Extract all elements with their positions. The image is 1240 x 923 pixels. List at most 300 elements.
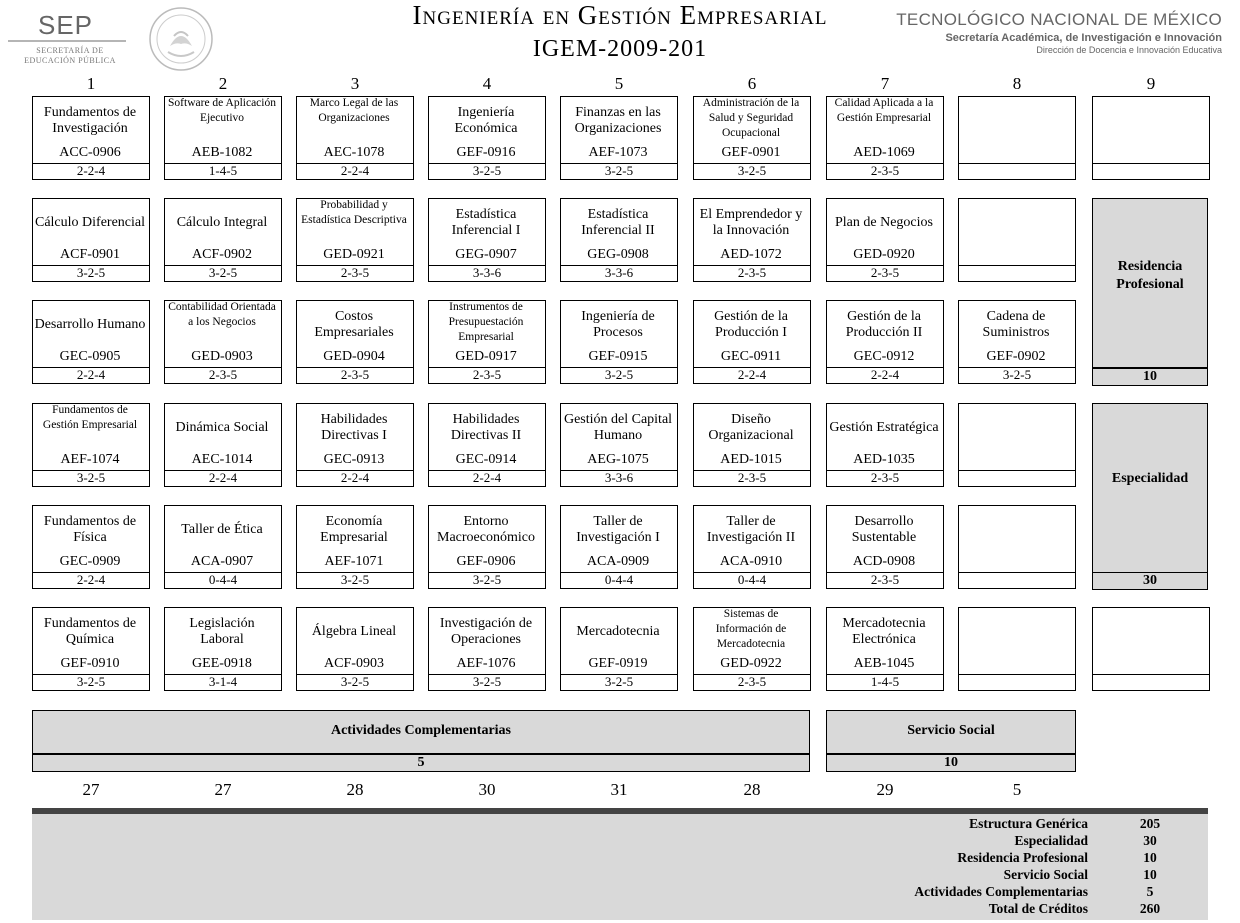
course-name: Ingeniería Económica <box>454 105 518 136</box>
credits-left-border <box>560 163 561 179</box>
course-credits: 2-2-4 <box>826 367 944 384</box>
especialidad-box <box>1092 403 1208 573</box>
summary-label: Actividades Complementarias <box>914 884 1088 899</box>
credits-left-border <box>32 470 33 486</box>
course-credits: 2-2-4 <box>32 367 150 384</box>
semester-total-3: 28 <box>346 780 364 799</box>
credits-right-border <box>810 572 811 588</box>
semester-number-3: 3 <box>350 74 360 93</box>
credits-right-border <box>413 470 414 486</box>
course-cell <box>164 505 282 589</box>
course-code: ACF-0902 <box>192 247 252 262</box>
course-code: AEC-1078 <box>323 145 385 160</box>
course-name: Cálculo Diferencial <box>34 215 145 230</box>
course-cell <box>164 198 282 282</box>
course-name: Ingeniería de Procesos <box>581 309 655 340</box>
credits-right-border <box>943 674 944 690</box>
credits-left-border <box>560 674 561 690</box>
course-name <box>960 505 1072 555</box>
course-credits <box>958 470 1076 487</box>
course-name: Gestión de la Producción I <box>714 309 788 340</box>
course-code: ACC-0906 <box>59 145 121 160</box>
course-credits: 2-3-5 <box>693 265 811 282</box>
course-credits: 3-2-5 <box>560 367 678 384</box>
credits-right-border <box>943 470 944 486</box>
course-cell <box>164 300 282 384</box>
summary-value: 10 <box>1143 867 1157 882</box>
course-name: Cálculo Integral <box>176 215 268 230</box>
course-cell <box>693 300 811 384</box>
course-name <box>1094 607 1206 657</box>
course-cell <box>428 96 546 180</box>
course-credits: 3-2-5 <box>560 163 678 180</box>
summary-row <box>850 900 1170 917</box>
course-credits: 2-3-5 <box>826 470 944 487</box>
course-name: Finanzas en las Organizaciones <box>574 105 662 136</box>
course-name: Administración de la Salud y Seguridad Ocupacional <box>702 97 800 139</box>
credits-left-border <box>693 163 694 179</box>
empty-course-cell <box>958 96 1076 180</box>
empty-course-cell <box>958 607 1076 691</box>
course-name: Mercadotecnia Electrónica <box>842 616 926 647</box>
credits-right-border <box>677 674 678 690</box>
course-code: AEF-1074 <box>60 452 120 467</box>
course-credits: 3-3-6 <box>560 265 678 282</box>
credits-right-border <box>677 163 678 179</box>
credits-left-border <box>826 674 827 690</box>
course-credits: 2-3-5 <box>164 367 282 384</box>
page-title: Ingeniería en Gestión Empresarial <box>412 0 828 30</box>
course-code: AEC-1014 <box>191 452 253 467</box>
credits-right-border <box>149 163 150 179</box>
course-name: Software de Aplicación Ejecutivo <box>168 97 276 124</box>
course-cell <box>560 505 678 589</box>
course-name: Fundamentos de Física <box>43 514 137 545</box>
course-name: Instrumentos de Presupuestación Empresarial <box>448 301 524 343</box>
course-code: AEF-1073 <box>588 145 648 160</box>
course-code: GEF-0901 <box>721 145 781 160</box>
course-cell <box>428 198 546 282</box>
sep-logo-divider <box>8 40 126 42</box>
credits-right-border <box>677 367 678 383</box>
credits-left-border <box>428 572 429 588</box>
course-code: AEF-1076 <box>456 656 516 671</box>
especialidad-credits: 30 <box>1092 572 1208 590</box>
course-code: GEG-0907 <box>455 247 517 262</box>
semester-number-7: 7 <box>880 74 890 93</box>
credits-left-border <box>826 470 827 486</box>
credits-left-border <box>428 163 429 179</box>
course-code: GEC-0905 <box>59 349 121 364</box>
course-credits: 2-3-5 <box>693 674 811 691</box>
course-cell <box>560 198 678 282</box>
credits-left-border <box>958 572 959 588</box>
credits-left-border <box>693 572 694 588</box>
course-name: Legislación Laboral <box>189 616 255 647</box>
course-name: Plan de Negocios <box>835 215 933 230</box>
credits-left-border <box>826 265 827 281</box>
credits-left-border <box>428 367 429 383</box>
course-name: Taller de Investigación I <box>576 514 660 545</box>
course-credits: 2-3-5 <box>826 572 944 589</box>
residencia-label: Residencia Profesional <box>1116 259 1184 292</box>
credits-left-border <box>164 674 165 690</box>
course-cell <box>164 403 282 487</box>
course-credits: 3-2-5 <box>958 367 1076 384</box>
course-code: GEF-0915 <box>588 349 648 364</box>
institution-block <box>896 10 1222 55</box>
credits-left-border <box>428 265 429 281</box>
course-name: Cadena de Suministros <box>982 309 1050 340</box>
course-cell <box>32 607 150 691</box>
course-cell <box>428 505 546 589</box>
course-credits: 2-2-4 <box>32 163 150 180</box>
summary-value: 10 <box>1143 850 1157 865</box>
credits-right-border <box>413 367 414 383</box>
servicio-credits: 10 <box>826 754 1076 772</box>
course-code: GEC-0912 <box>853 349 915 364</box>
course-code: GED-0903 <box>191 349 253 364</box>
credits-left-border <box>164 470 165 486</box>
course-credits: 0-4-4 <box>164 572 282 589</box>
credits-left-border <box>164 572 165 588</box>
course-credits <box>958 265 1076 282</box>
credits-left-border <box>958 674 959 690</box>
course-code: AED-1015 <box>720 452 782 467</box>
course-credits: 3-2-5 <box>32 265 150 282</box>
course-credits <box>958 163 1076 180</box>
credits-left-border <box>32 572 33 588</box>
course-cell <box>296 607 414 691</box>
course-cell <box>32 300 150 384</box>
credits-left-border <box>428 470 429 486</box>
credits-right-border <box>810 470 811 486</box>
credits-right-border <box>545 674 546 690</box>
course-code: GED-0920 <box>853 247 915 262</box>
course-credits: 2-2-4 <box>428 470 546 487</box>
summary-row <box>850 883 1170 900</box>
course-cell <box>826 505 944 589</box>
course-cell <box>693 198 811 282</box>
credits-left-border <box>32 163 33 179</box>
credits-right-border <box>810 265 811 281</box>
credits-left-border <box>296 163 297 179</box>
institution-name: TECNOLÓGICO NACIONAL DE MÉXICO <box>896 10 1222 29</box>
course-name: Sistemas de Información de Mercadotecnia <box>715 608 787 650</box>
credits-left-border <box>428 674 429 690</box>
credits-left-border <box>296 367 297 383</box>
course-cell <box>428 300 546 384</box>
course-code: GEF-0916 <box>456 145 516 160</box>
credits-left-border <box>560 265 561 281</box>
credits-left-border <box>164 163 165 179</box>
credits-right-border <box>943 572 944 588</box>
course-credits: 2-3-5 <box>428 367 546 384</box>
credits-left-border <box>693 674 694 690</box>
course-code: GED-0922 <box>720 656 782 671</box>
credits-right-border <box>943 367 944 383</box>
course-code: ACF-0901 <box>60 247 120 262</box>
course-credits: 3-2-5 <box>560 674 678 691</box>
course-name: Taller de Ética <box>181 522 263 537</box>
course-code: GED-0904 <box>323 349 385 364</box>
course-name: Estadística Inferencial I <box>451 207 521 238</box>
sep-logo <box>8 8 128 68</box>
course-code: AED-1072 <box>720 247 782 262</box>
course-credits <box>1092 163 1210 180</box>
course-name: Álgebra Lineal <box>311 624 397 639</box>
credits-right-border <box>677 470 678 486</box>
course-code: AEG-1075 <box>587 452 649 467</box>
course-code: AEF-1071 <box>324 554 384 569</box>
course-cell <box>296 300 414 384</box>
course-name: Fundamentos de Química <box>43 616 137 647</box>
course-cell <box>693 505 811 589</box>
course-cell <box>693 607 811 691</box>
summary-label: Total de Créditos <box>988 901 1088 916</box>
course-credits: 0-4-4 <box>560 572 678 589</box>
course-name: Marco Legal de las Organizaciones <box>309 97 399 124</box>
course-cell <box>826 96 944 180</box>
summary-label: Estructura Genérica <box>969 816 1088 831</box>
course-name: El Emprendedor y la Innovación <box>699 207 803 238</box>
credits-left-border <box>32 367 33 383</box>
course-name <box>960 403 1072 453</box>
course-cell <box>560 96 678 180</box>
course-code: AED-1035 <box>853 452 915 467</box>
sep-logo-subtitle: SECRETARÍA DE EDUCACIÓN PÚBLICA <box>24 46 116 65</box>
course-credits: 3-2-5 <box>428 572 546 589</box>
semester-total-6: 28 <box>743 780 761 799</box>
course-name: Investigación de Operaciones <box>439 616 533 647</box>
credits-left-border <box>958 163 959 179</box>
credits-left-border <box>296 572 297 588</box>
course-code: GEC-0913 <box>323 452 385 467</box>
course-credits <box>958 572 1076 589</box>
credits-left-border <box>296 674 297 690</box>
course-credits: 2-2-4 <box>164 470 282 487</box>
course-credits: 2-3-5 <box>826 163 944 180</box>
course-name: Habilidades Directivas II <box>450 412 522 443</box>
course-name <box>1094 96 1206 146</box>
course-code: GED-0921 <box>323 247 385 262</box>
empty-course-cell <box>1092 96 1210 180</box>
credits-right-border <box>281 674 282 690</box>
summary-row <box>850 866 1170 883</box>
course-cell <box>693 96 811 180</box>
course-code: GEF-0910 <box>60 656 120 671</box>
semester-number-5: 5 <box>614 74 624 93</box>
credits-left-border <box>32 265 33 281</box>
course-cell <box>296 403 414 487</box>
credits-right-border <box>677 265 678 281</box>
credits-left-border <box>693 470 694 486</box>
course-cell <box>32 403 150 487</box>
semester-number-2: 2 <box>218 74 228 93</box>
actividades-label: Actividades Complementarias <box>330 723 512 738</box>
course-credits: 3-2-5 <box>428 163 546 180</box>
course-credits: 1-4-5 <box>826 674 944 691</box>
semester-total-2: 27 <box>214 780 232 799</box>
course-name: Gestión de la Producción II <box>845 309 923 340</box>
credits-right-border <box>281 470 282 486</box>
course-name: Desarrollo Humano <box>34 317 146 332</box>
credits-right-border <box>149 572 150 588</box>
semester-number-8: 8 <box>1012 74 1022 93</box>
credits-right-border <box>1209 674 1210 690</box>
credits-right-border <box>1075 470 1076 486</box>
course-credits: 3-2-5 <box>32 470 150 487</box>
course-code: AEB-1045 <box>853 656 915 671</box>
course-code: ACF-0903 <box>324 656 384 671</box>
credits-right-border <box>413 163 414 179</box>
course-name: Mercadotecnia <box>576 624 660 639</box>
course-cell <box>560 403 678 487</box>
empty-course-cell <box>958 403 1076 487</box>
course-cell <box>32 96 150 180</box>
credits-left-border <box>32 674 33 690</box>
credits-left-border <box>296 470 297 486</box>
course-cell <box>296 505 414 589</box>
mexico-seal-icon <box>148 6 214 72</box>
course-code: GEF-0902 <box>986 349 1046 364</box>
course-code: GEC-0914 <box>455 452 517 467</box>
course-name <box>960 96 1072 146</box>
course-credits: 1-4-5 <box>164 163 282 180</box>
semester-number-6: 6 <box>747 74 757 93</box>
credits-right-border <box>281 367 282 383</box>
credits-left-border <box>958 367 959 383</box>
credits-right-border <box>1075 572 1076 588</box>
especialidad-label: Especialidad <box>1111 471 1189 486</box>
credits-right-border <box>1075 674 1076 690</box>
semester-total-4: 30 <box>478 780 496 799</box>
course-cell <box>826 403 944 487</box>
credits-right-border <box>149 367 150 383</box>
course-cell <box>32 198 150 282</box>
credits-right-border <box>413 572 414 588</box>
course-code: ACA-0909 <box>586 554 650 569</box>
course-name <box>960 198 1072 248</box>
credits-left-border <box>560 470 561 486</box>
semester-total-5: 31 <box>610 780 628 799</box>
course-code: ACA-0907 <box>190 554 254 569</box>
course-name: Fundamentos de Gestión Empresarial <box>42 404 138 431</box>
credits-left-border <box>1092 163 1093 179</box>
course-cell <box>164 607 282 691</box>
course-cell <box>296 198 414 282</box>
course-code: GEE-0918 <box>192 656 252 671</box>
course-name: Dinámica Social <box>175 420 269 435</box>
residencia-credits: 10 <box>1092 368 1208 386</box>
credits-right-border <box>149 265 150 281</box>
course-code: GEF-0906 <box>456 554 516 569</box>
semester-total-8: 5 <box>1012 780 1022 799</box>
credits-right-border <box>281 163 282 179</box>
semester-number-4: 4 <box>482 74 492 93</box>
course-cell <box>32 505 150 589</box>
course-cell <box>826 607 944 691</box>
course-name: Diseño Organizacional <box>708 412 794 443</box>
credits-right-border <box>149 674 150 690</box>
course-credits: 2-2-4 <box>32 572 150 589</box>
summary-label: Especialidad <box>1014 833 1088 848</box>
credits-right-border <box>545 265 546 281</box>
semester-number-9: 9 <box>1146 74 1156 93</box>
credits-left-border <box>1092 674 1093 690</box>
course-cell <box>693 403 811 487</box>
credits-right-border <box>677 572 678 588</box>
course-credits: 2-2-4 <box>296 470 414 487</box>
credits-right-border <box>149 470 150 486</box>
course-code: AED-1069 <box>853 145 915 160</box>
course-cell <box>428 607 546 691</box>
direccion-name: Dirección de Docencia e Innovación Educativa <box>1036 45 1222 55</box>
course-credits <box>1092 674 1210 691</box>
course-name <box>960 607 1072 657</box>
course-credits: 3-2-5 <box>296 674 414 691</box>
credits-right-border <box>545 163 546 179</box>
course-credits: 2-3-5 <box>296 265 414 282</box>
course-credits: 2-3-5 <box>296 367 414 384</box>
credits-right-border <box>1209 163 1210 179</box>
summary-row <box>850 832 1170 849</box>
course-name: Contabilidad Orientada a los Negocios <box>168 301 276 328</box>
credits-right-border <box>810 163 811 179</box>
credits-right-border <box>281 265 282 281</box>
course-credits: 0-4-4 <box>693 572 811 589</box>
summary-row <box>850 815 1170 832</box>
credits-right-border <box>1075 163 1076 179</box>
credits-left-border <box>826 163 827 179</box>
course-name: Gestión del Capital Humano <box>563 412 673 443</box>
credits-left-border <box>693 265 694 281</box>
credits-right-border <box>413 265 414 281</box>
course-credits: 2-3-5 <box>693 470 811 487</box>
course-credits: 3-2-5 <box>296 572 414 589</box>
course-name: Gestión Estratégica <box>829 420 939 435</box>
course-credits: 2-2-4 <box>693 367 811 384</box>
credits-right-border <box>413 674 414 690</box>
course-name: Estadística Inferencial II <box>581 207 655 238</box>
summary-value: 30 <box>1143 833 1157 848</box>
course-code: GEC-0909 <box>59 554 121 569</box>
course-name: Calidad Aplicada a la Gestión Empresarial <box>834 97 934 124</box>
servicio-label: Servicio Social <box>907 723 995 738</box>
credits-right-border <box>943 163 944 179</box>
summary-label: Residencia Profesional <box>957 850 1088 865</box>
course-name: Probabilidad y Estadística Descriptiva <box>301 199 407 226</box>
course-credits: 2-3-5 <box>826 265 944 282</box>
course-cell <box>958 300 1076 384</box>
course-code: ACA-0910 <box>719 554 783 569</box>
credits-left-border <box>296 265 297 281</box>
credits-right-border <box>810 674 811 690</box>
secretaria-name: Secretaría Académica, de Investigación e Innovación <box>945 32 1222 44</box>
course-cell <box>428 403 546 487</box>
semester-total-1: 27 <box>82 780 100 799</box>
credits-left-border <box>164 367 165 383</box>
credits-left-border <box>958 265 959 281</box>
course-name: Economía Empresarial <box>320 514 388 545</box>
course-name: Desarrollo Sustentable <box>851 514 917 545</box>
course-code: ACD-0908 <box>852 554 916 569</box>
actividades-credits: 5 <box>32 754 810 772</box>
credits-right-border <box>1075 265 1076 281</box>
course-code: AEB-1082 <box>191 145 253 160</box>
course-cell <box>560 300 678 384</box>
course-cell <box>560 607 678 691</box>
